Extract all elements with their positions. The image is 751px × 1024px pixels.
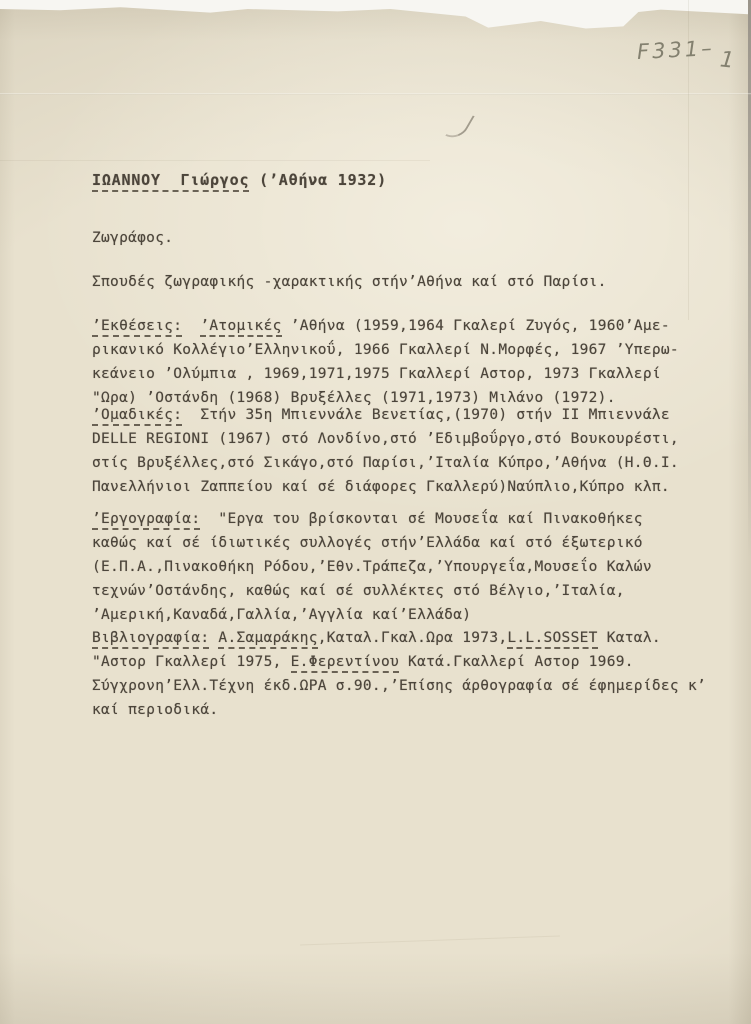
torn-paper-edge [0,0,751,30]
bibliography-text: Καταλ. [597,630,661,646]
studies-text: Σπουδές ζωγραφικής -χαρακτικής στήν’Αθήνα καί στό Παρίσι. [92,274,607,290]
works-line-4: τεχνών’Οστάνδης, καθώς καί σέ συλλέκτες στό Βέλγιο,’Ιταλία, [92,583,625,599]
group-line-3: στίς Βρυξέλλες,στό Σικάγο,στό Παρίσι,’Ιταλία Κύπρο,’Αθήνα (Η.Θ.Ι. [92,455,679,471]
bibliography-line-3: Σύγχρονη’Ελλ.Τέχνη έκδ.ΩΡΑ σ.90.,’Επίσης άρθογραφία σέ έφημερίδες κ’ [92,678,707,694]
paper-crease [300,935,560,945]
spacer-text [182,318,200,334]
studies-paragraph [92,270,607,294]
artist-name: ΙΩΑΝΝΟΥ Γιώργος [92,171,249,192]
paper-crease [0,160,430,161]
document-title [92,168,387,192]
bibliography-line-1 [92,626,706,650]
exhibitions-line-1 [92,314,679,338]
bibliography-paragraph [92,626,706,722]
bibliography-text: ,Καταλ.Γκαλ.Ωρα 1973, [317,630,508,646]
exhibitions-paragraph [92,314,679,410]
title-line [92,168,387,192]
exhibitions-line-4: "Ωρα) ’Οστάνδη (1968) Βρυξέλλες (1971,1973) Μιλάνο (1972). [92,390,616,406]
group-line-2: DELLE REGIONI (1967) στό Λονδίνο,στό ’Εδιμβοΰργο,στό Βουκουρέστι, [92,431,679,447]
works-text: "Εργα του βρίσκονται σέ Μουσεΐα καί Πινακοθήκες [200,511,643,527]
works-line-3: (Ε.Π.Α.,Πινακοθήκη Ρόδου,’Εθν.Τράπεζα,’Υπουργεΐα,Μουσεΐο Καλών [92,559,652,575]
works-paragraph [92,507,652,627]
profession-paragraph [92,226,173,250]
group-exhibitions-paragraph [92,403,679,499]
works-line-5: ’Αμερική,Καναδά,Γαλλία,’Αγγλία καί’Ελλάδα) [92,607,472,623]
handwritten-page-number: 1 [718,47,736,74]
group-line-1 [92,403,679,427]
artist-birth-info: (’Αθήνα 1932) [249,171,387,189]
bibliography-label: Βιβλιογραφία: [92,630,209,649]
group-line-4: Πανελλήνιοι Ζαππείου καί σέ διάφορες Γκαλλερύ)Ναύπλιο,Κύπρο κλπ. [92,479,670,495]
works-label: ’Εργογραφία: [92,511,200,530]
pencil-squiggle-mark [445,111,475,141]
solo-exhibitions-label: ’Ατομικές [200,318,281,337]
bibliography-author-sosset: L.L.SOSSET [507,630,597,649]
handwritten-archive-code: F331– [636,35,716,65]
paper-crease [0,93,751,95]
profession-text: Ζωγράφος. [92,230,174,246]
works-line-1 [92,507,652,531]
exhibitions-label: ’Εκθέσεις: [92,318,182,337]
works-line-2: καθώς καί σέ ίδιωτικές συλλογές στήν’Ελλάδα καί στό έξωτερικό [92,535,643,551]
bibliography-text: Κατά.Γκαλλερί Αστορ 1969. [399,654,634,670]
group-text: Στήν 35η Μπιεννάλε Βενετίας,(1970) στήν ΙΙ Μπιεννάλε [182,407,670,423]
bibliography-text: "Αστορ Γκαλλερί 1975, [92,654,291,670]
exhibitions-text: ’Αθήνα (1959,1964 Γκαλερί Ζυγός, 1960’Αμε- [281,318,670,334]
bibliography-line-4: καί περιοδικά. [92,702,219,718]
group-exhibitions-label: ’Ομαδικές: [92,407,182,426]
exhibitions-line-2: ρικανικό Κολλέγιο’Ελληνικοΰ, 1966 Γκαλλερί Ν.Μορφές, 1967 ’Υπερω- [92,342,679,358]
bibliography-author-samarakis: Α.Σαμαράκης [218,630,317,649]
exhibitions-line-3: κεάνειο ’Ολύμπια , 1969,1971,1975 Γκαλλερί Αστορ, 1973 Γκαλλερί [92,366,661,382]
bibliography-line-2 [92,650,706,674]
bibliography-author-ferentinou: Ε.Φερεντίνου [291,654,399,673]
